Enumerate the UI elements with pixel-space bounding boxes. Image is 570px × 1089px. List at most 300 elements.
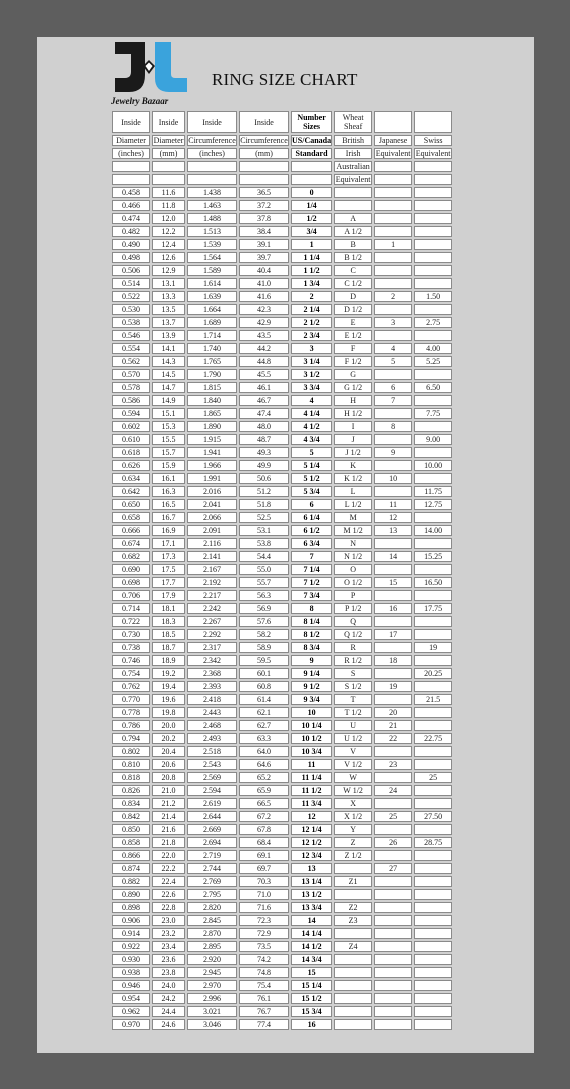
cell-british-size: F 1/2 (334, 356, 372, 367)
table-row (112, 577, 452, 588)
table-row (112, 603, 452, 614)
cell-swiss-size (414, 629, 452, 640)
cell-british-size: V (334, 746, 372, 757)
cell-inside-circumference-in: 1.488 (187, 213, 237, 224)
cell-inside-circumference-in: 2.594 (187, 785, 237, 796)
cell-inside-diameter-mm: 20.8 (152, 772, 185, 783)
cell-inside-diameter-mm: 18.5 (152, 629, 185, 640)
cell-inside-circumference-in: 1.790 (187, 369, 237, 380)
cell-swiss-size (414, 512, 452, 523)
table-row (112, 954, 452, 965)
table-row (112, 447, 452, 458)
cell-inside-diameter-in: 0.754 (112, 668, 150, 679)
cell-japanese-size: 25 (374, 811, 412, 822)
header-cell-swiss-size: Equivalent (415, 149, 451, 158)
cell-swiss-size (414, 915, 452, 926)
cell-inside-circumference-mm: 36.5 (239, 187, 289, 198)
cell-inside-circumference-mm: 49.9 (239, 460, 289, 471)
cell-japanese-size (374, 278, 412, 289)
cell-inside-circumference-in: 1.815 (187, 382, 237, 393)
cell-inside-circumference-mm: 37.2 (239, 200, 289, 211)
cell-inside-circumference-in: 2.116 (187, 538, 237, 549)
cell-japanese-size (374, 408, 412, 419)
header-cell-inside-circumference-mm (239, 174, 289, 185)
cell-inside-circumference-in: 2.920 (187, 954, 237, 965)
cell-british-size: A (334, 213, 372, 224)
cell-us-canada-size: 6 1/4 (291, 512, 332, 523)
cell-inside-circumference-mm: 67.2 (239, 811, 289, 822)
cell-inside-circumference-in: 2.091 (187, 525, 237, 536)
cell-inside-diameter-in: 0.938 (112, 967, 150, 978)
cell-swiss-size (414, 252, 452, 263)
table-row (112, 395, 452, 406)
cell-swiss-size (414, 538, 452, 549)
table-row (112, 291, 452, 302)
cell-inside-circumference-in: 2.669 (187, 824, 237, 835)
table-row (112, 460, 452, 471)
cell-inside-diameter-in: 0.506 (112, 265, 150, 276)
cell-inside-diameter-mm: 17.5 (152, 564, 185, 575)
cell-swiss-size (414, 928, 452, 939)
cell-inside-circumference-mm: 69.7 (239, 863, 289, 874)
table-row (112, 187, 452, 198)
cell-inside-diameter-mm: 21.6 (152, 824, 185, 835)
cell-inside-circumference-in: 2.493 (187, 733, 237, 744)
header-cell-british-size: Wheat Sheaf (334, 111, 372, 133)
cell-japanese-size: 16 (374, 603, 412, 614)
cell-inside-circumference-in: 1.463 (187, 200, 237, 211)
cell-inside-circumference-mm: 67.8 (239, 824, 289, 835)
cell-inside-diameter-mm: 22.8 (152, 902, 185, 913)
header-row (112, 148, 452, 159)
table-row (112, 993, 452, 1004)
cell-british-size: F (334, 343, 372, 354)
cell-inside-diameter-in: 0.818 (112, 772, 150, 783)
table-row (112, 265, 452, 276)
cell-inside-circumference-mm: 58.2 (239, 629, 289, 640)
cell-us-canada-size: 10 1/2 (291, 733, 332, 744)
cell-inside-diameter-in: 0.514 (112, 278, 150, 289)
cell-swiss-size: 5.25 (414, 356, 452, 367)
cell-inside-diameter-in: 0.738 (112, 642, 150, 653)
cell-inside-circumference-mm: 50.6 (239, 473, 289, 484)
cell-inside-diameter-in: 0.698 (112, 577, 150, 588)
cell-japanese-size (374, 213, 412, 224)
cell-inside-diameter-mm: 22.2 (152, 863, 185, 874)
cell-us-canada-size: 12 1/4 (291, 824, 332, 835)
cell-japanese-size: 15 (374, 577, 412, 588)
cell-inside-circumference-in: 2.066 (187, 512, 237, 523)
cell-swiss-size (414, 707, 452, 718)
table-row (112, 421, 452, 432)
cell-swiss-size: 2.75 (414, 317, 452, 328)
cell-swiss-size (414, 876, 452, 887)
table-row (112, 486, 452, 497)
cell-us-canada-size: 14 (291, 915, 332, 926)
table-row (112, 967, 452, 978)
table-row (112, 941, 452, 952)
cell-japanese-size: 17 (374, 629, 412, 640)
cell-inside-diameter-in: 0.850 (112, 824, 150, 835)
cell-inside-diameter-mm: 24.0 (152, 980, 185, 991)
table-row (112, 213, 452, 224)
cell-swiss-size (414, 239, 452, 250)
cell-us-canada-size: 1/4 (291, 200, 332, 211)
header-cell-inside-diameter-mm (152, 174, 185, 185)
cell-swiss-size (414, 746, 452, 757)
cell-inside-diameter-in: 0.658 (112, 512, 150, 523)
cell-us-canada-size: 9 1/2 (291, 681, 332, 692)
cell-inside-diameter-mm: 19.6 (152, 694, 185, 705)
table-row (112, 590, 452, 601)
header-cell-swiss-size (414, 161, 452, 172)
header-row (112, 161, 452, 172)
cell-british-size: Y (334, 824, 372, 835)
cell-swiss-size (414, 278, 452, 289)
cell-british-size: Z3 (334, 915, 372, 926)
cell-swiss-size: 21.5 (414, 694, 452, 705)
cell-inside-diameter-in: 0.554 (112, 343, 150, 354)
cell-us-canada-size: 11 1/2 (291, 785, 332, 796)
cell-swiss-size (414, 863, 452, 874)
header-cell-us-canada-size (291, 174, 332, 185)
cell-inside-diameter-mm: 12.9 (152, 265, 185, 276)
table-row (112, 720, 452, 731)
cell-us-canada-size: 13 (291, 863, 332, 874)
header-cell-japanese-size (374, 161, 412, 172)
table-row (112, 863, 452, 874)
cell-inside-circumference-in: 2.569 (187, 772, 237, 783)
cell-swiss-size (414, 395, 452, 406)
cell-inside-diameter-mm: 12.4 (152, 239, 185, 250)
cell-us-canada-size: 4 (291, 395, 332, 406)
cell-inside-circumference-mm: 71.6 (239, 902, 289, 913)
cell-us-canada-size: 10 3/4 (291, 746, 332, 757)
cell-british-size: P 1/2 (334, 603, 372, 614)
cell-japanese-size: 22 (374, 733, 412, 744)
table-row (112, 668, 452, 679)
cell-swiss-size (414, 226, 452, 237)
cell-british-size: D 1/2 (334, 304, 372, 315)
cell-japanese-size: 26 (374, 837, 412, 848)
cell-inside-diameter-mm: 15.9 (152, 460, 185, 471)
cell-inside-circumference-in: 2.267 (187, 616, 237, 627)
cell-inside-circumference-mm: 65.9 (239, 785, 289, 796)
cell-swiss-size (414, 785, 452, 796)
cell-british-size: X 1/2 (334, 811, 372, 822)
cell-us-canada-size: 14 1/2 (291, 941, 332, 952)
header-cell-inside-circumference-in: Circumference (188, 136, 236, 145)
cell-swiss-size (414, 265, 452, 276)
cell-inside-diameter-in: 0.626 (112, 460, 150, 471)
cell-inside-diameter-in: 0.946 (112, 980, 150, 991)
cell-us-canada-size: 2 1/4 (291, 304, 332, 315)
cell-inside-diameter-mm: 16.3 (152, 486, 185, 497)
table-row (112, 1006, 452, 1017)
cell-inside-diameter-in: 0.674 (112, 538, 150, 549)
cell-us-canada-size: 1 1/4 (291, 252, 332, 263)
cell-us-canada-size: 15 1/2 (291, 993, 332, 1004)
header-cell-inside-circumference-in: (inches) (187, 148, 237, 159)
header-cell-swiss-size (414, 174, 452, 185)
cell-inside-diameter-mm: 11.6 (152, 187, 185, 198)
header-cell-inside-circumference-mm (239, 161, 289, 172)
cell-inside-diameter-mm: 22.6 (152, 889, 185, 900)
cell-inside-diameter-mm: 15.5 (152, 434, 185, 445)
table-row (112, 499, 452, 510)
cell-us-canada-size: 1/2 (291, 213, 332, 224)
table-row (112, 837, 452, 848)
cell-us-canada-size: 15 1/4 (291, 980, 332, 991)
cell-inside-circumference-in: 1.840 (187, 395, 237, 406)
cell-inside-diameter-in: 0.578 (112, 382, 150, 393)
cell-us-canada-size: 9 1/4 (291, 668, 332, 679)
cell-us-canada-size: 4 1/4 (291, 408, 332, 419)
cell-inside-diameter-mm: 19.2 (152, 668, 185, 679)
cell-us-canada-size: 2 (291, 291, 332, 302)
cell-japanese-size: 24 (374, 785, 412, 796)
cell-swiss-size: 6.50 (414, 382, 452, 393)
cell-inside-circumference-mm: 39.1 (239, 239, 289, 250)
cell-inside-circumference-mm: 73.5 (239, 941, 289, 952)
table-row (112, 798, 452, 809)
table-row (112, 733, 452, 744)
cell-british-size (334, 1006, 372, 1017)
cell-inside-diameter-in: 0.794 (112, 733, 150, 744)
cell-inside-circumference-in: 2.769 (187, 876, 237, 887)
cell-inside-circumference-in: 1.941 (187, 447, 237, 458)
cell-japanese-size (374, 616, 412, 627)
cell-us-canada-size: 11 (291, 759, 332, 770)
cell-inside-circumference-in: 2.694 (187, 837, 237, 848)
cell-inside-circumference-in: 2.342 (187, 655, 237, 666)
cell-british-size: T (334, 694, 372, 705)
cell-inside-circumference-in: 1.689 (187, 317, 237, 328)
cell-inside-diameter-in: 0.778 (112, 707, 150, 718)
cell-british-size: P (334, 590, 372, 601)
cell-inside-diameter-in: 0.546 (112, 330, 150, 341)
cell-japanese-size (374, 993, 412, 1004)
cell-inside-diameter-in: 0.706 (112, 590, 150, 601)
cell-inside-circumference-mm: 51.2 (239, 486, 289, 497)
cell-british-size: H 1/2 (334, 408, 372, 419)
cell-inside-diameter-mm: 21.4 (152, 811, 185, 822)
cell-inside-circumference-mm: 58.9 (239, 642, 289, 653)
cell-japanese-size (374, 1019, 412, 1030)
cell-inside-circumference-in: 2.292 (187, 629, 237, 640)
cell-inside-diameter-mm: 13.9 (152, 330, 185, 341)
cell-inside-circumference-in: 1.639 (187, 291, 237, 302)
cell-us-canada-size: 10 1/4 (291, 720, 332, 731)
cell-inside-diameter-mm: 13.7 (152, 317, 185, 328)
cell-japanese-size (374, 642, 412, 653)
cell-japanese-size: 14 (374, 551, 412, 562)
header-row (112, 174, 452, 185)
cell-us-canada-size: 15 3/4 (291, 1006, 332, 1017)
cell-british-size: S 1/2 (334, 681, 372, 692)
cell-inside-diameter-mm: 16.7 (152, 512, 185, 523)
header-cell-inside-circumference-in (187, 161, 237, 172)
cell-british-size: G (334, 369, 372, 380)
cell-us-canada-size: 11 1/4 (291, 772, 332, 783)
table-row (112, 278, 452, 289)
cell-inside-diameter-mm: 16.9 (152, 525, 185, 536)
table-row (112, 226, 452, 237)
cell-inside-circumference-mm: 53.8 (239, 538, 289, 549)
cell-inside-circumference-mm: 71.0 (239, 889, 289, 900)
table-row (112, 304, 452, 315)
cell-japanese-size: 6 (374, 382, 412, 393)
cell-inside-diameter-in: 0.482 (112, 226, 150, 237)
cell-inside-circumference-mm: 56.9 (239, 603, 289, 614)
cell-inside-circumference-in: 2.719 (187, 850, 237, 861)
cell-us-canada-size: 4 1/2 (291, 421, 332, 432)
cell-british-size (334, 928, 372, 939)
cell-inside-circumference-mm: 44.8 (239, 356, 289, 367)
cell-us-canada-size: 7 1/4 (291, 564, 332, 575)
header-cell-us-canada-size (291, 161, 332, 172)
cell-inside-circumference-in: 1.614 (187, 278, 237, 289)
cell-us-canada-size: 5 1/4 (291, 460, 332, 471)
cell-inside-diameter-mm: 12.2 (152, 226, 185, 237)
cell-inside-circumference-mm: 41.6 (239, 291, 289, 302)
cell-us-canada-size: 7 1/2 (291, 577, 332, 588)
cell-british-size: Q (334, 616, 372, 627)
cell-inside-circumference-mm: 62.7 (239, 720, 289, 731)
cell-us-canada-size: 6 1/2 (291, 525, 332, 536)
cell-japanese-size: 1 (374, 239, 412, 250)
table-row (112, 551, 452, 562)
cell-japanese-size: 11 (374, 499, 412, 510)
cell-british-size: N 1/2 (334, 551, 372, 562)
cell-inside-circumference-in: 2.242 (187, 603, 237, 614)
table-row (112, 616, 452, 627)
cell-japanese-size (374, 187, 412, 198)
cell-us-canada-size: 8 (291, 603, 332, 614)
cell-inside-circumference-in: 2.016 (187, 486, 237, 497)
header-cell-inside-diameter-in (112, 161, 150, 172)
cell-inside-circumference-mm: 51.8 (239, 499, 289, 510)
cell-british-size (334, 954, 372, 965)
cell-swiss-size: 7.75 (414, 408, 452, 419)
cell-japanese-size: 21 (374, 720, 412, 731)
cell-inside-diameter-in: 0.666 (112, 525, 150, 536)
cell-inside-circumference-in: 2.845 (187, 915, 237, 926)
cell-us-canada-size: 14 3/4 (291, 954, 332, 965)
table-row (112, 369, 452, 380)
table-row (112, 642, 452, 653)
cell-japanese-size (374, 915, 412, 926)
cell-inside-diameter-mm: 21.0 (152, 785, 185, 796)
table-row (112, 473, 452, 484)
cell-inside-diameter-in: 0.642 (112, 486, 150, 497)
cell-swiss-size (414, 187, 452, 198)
cell-inside-circumference-in: 2.141 (187, 551, 237, 562)
cell-inside-circumference-in: 1.513 (187, 226, 237, 237)
cell-inside-diameter-mm: 17.1 (152, 538, 185, 549)
cell-inside-circumference-in: 1.589 (187, 265, 237, 276)
cell-inside-diameter-in: 0.474 (112, 213, 150, 224)
header-cell-swiss-size: Swiss (414, 135, 452, 146)
cell-british-size: U 1/2 (334, 733, 372, 744)
cell-inside-circumference-in: 2.870 (187, 928, 237, 939)
cell-british-size: C 1/2 (334, 278, 372, 289)
header-cell-british-size: Equivalent (335, 175, 371, 184)
cell-us-canada-size: 9 (291, 655, 332, 666)
cell-japanese-size (374, 330, 412, 341)
cell-japanese-size (374, 876, 412, 887)
cell-us-canada-size: 5 1/2 (291, 473, 332, 484)
cell-inside-circumference-mm: 77.4 (239, 1019, 289, 1030)
cell-inside-circumference-mm: 53.1 (239, 525, 289, 536)
header-cell-inside-diameter-in: (inches) (112, 148, 150, 159)
cell-inside-circumference-in: 2.795 (187, 889, 237, 900)
header-cell-inside-circumference-mm: Inside (239, 111, 289, 133)
cell-inside-diameter-in: 0.954 (112, 993, 150, 1004)
cell-british-size: L 1/2 (334, 499, 372, 510)
cell-swiss-size: 15.25 (414, 551, 452, 562)
cell-inside-diameter-in: 0.762 (112, 681, 150, 692)
cell-inside-circumference-in: 1.890 (187, 421, 237, 432)
cell-inside-circumference-mm: 70.3 (239, 876, 289, 887)
cell-inside-diameter-in: 0.770 (112, 694, 150, 705)
cell-british-size: X (334, 798, 372, 809)
cell-inside-circumference-mm: 74.2 (239, 954, 289, 965)
cell-swiss-size (414, 330, 452, 341)
cell-us-canada-size: 8 1/2 (291, 629, 332, 640)
header-cell-british-size: British (334, 135, 372, 146)
cell-inside-circumference-in: 1.539 (187, 239, 237, 250)
cell-inside-circumference-in: 3.021 (187, 1006, 237, 1017)
cell-swiss-size: 22.75 (414, 733, 452, 744)
cell-inside-diameter-in: 0.898 (112, 902, 150, 913)
cell-inside-circumference-mm: 38.4 (239, 226, 289, 237)
cell-us-canada-size: 11 3/4 (291, 798, 332, 809)
cell-inside-circumference-mm: 48.0 (239, 421, 289, 432)
header-cell-inside-circumference-in (187, 174, 237, 185)
table-row (112, 564, 452, 575)
table-row (112, 889, 452, 900)
header-cell-inside-diameter-mm (152, 161, 185, 172)
cell-inside-circumference-in: 3.046 (187, 1019, 237, 1030)
cell-inside-circumference-mm: 42.3 (239, 304, 289, 315)
cell-swiss-size (414, 720, 452, 731)
cell-british-size: C (334, 265, 372, 276)
cell-inside-circumference-mm: 39.7 (239, 252, 289, 263)
cell-inside-circumference-in: 1.765 (187, 356, 237, 367)
table-row (112, 239, 452, 250)
cell-us-canada-size: 7 3/4 (291, 590, 332, 601)
header-cell-inside-diameter-in: Inside (112, 111, 150, 133)
cell-inside-diameter-mm: 20.2 (152, 733, 185, 744)
cell-us-canada-size: 1 (291, 239, 332, 250)
cell-british-size (334, 993, 372, 1004)
cell-inside-diameter-in: 0.842 (112, 811, 150, 822)
cell-inside-diameter-mm: 14.5 (152, 369, 185, 380)
cell-us-canada-size: 2 1/2 (291, 317, 332, 328)
header-cell-japanese-size (374, 111, 412, 133)
cell-inside-circumference-in: 2.543 (187, 759, 237, 770)
cell-inside-diameter-in: 0.634 (112, 473, 150, 484)
cell-japanese-size: 5 (374, 356, 412, 367)
cell-inside-circumference-in: 2.418 (187, 694, 237, 705)
cell-british-size: M 1/2 (334, 525, 372, 536)
cell-inside-diameter-in: 0.906 (112, 915, 150, 926)
cell-japanese-size (374, 252, 412, 263)
cell-british-size: Z 1/2 (334, 850, 372, 861)
table-row (112, 850, 452, 861)
cell-swiss-size (414, 421, 452, 432)
